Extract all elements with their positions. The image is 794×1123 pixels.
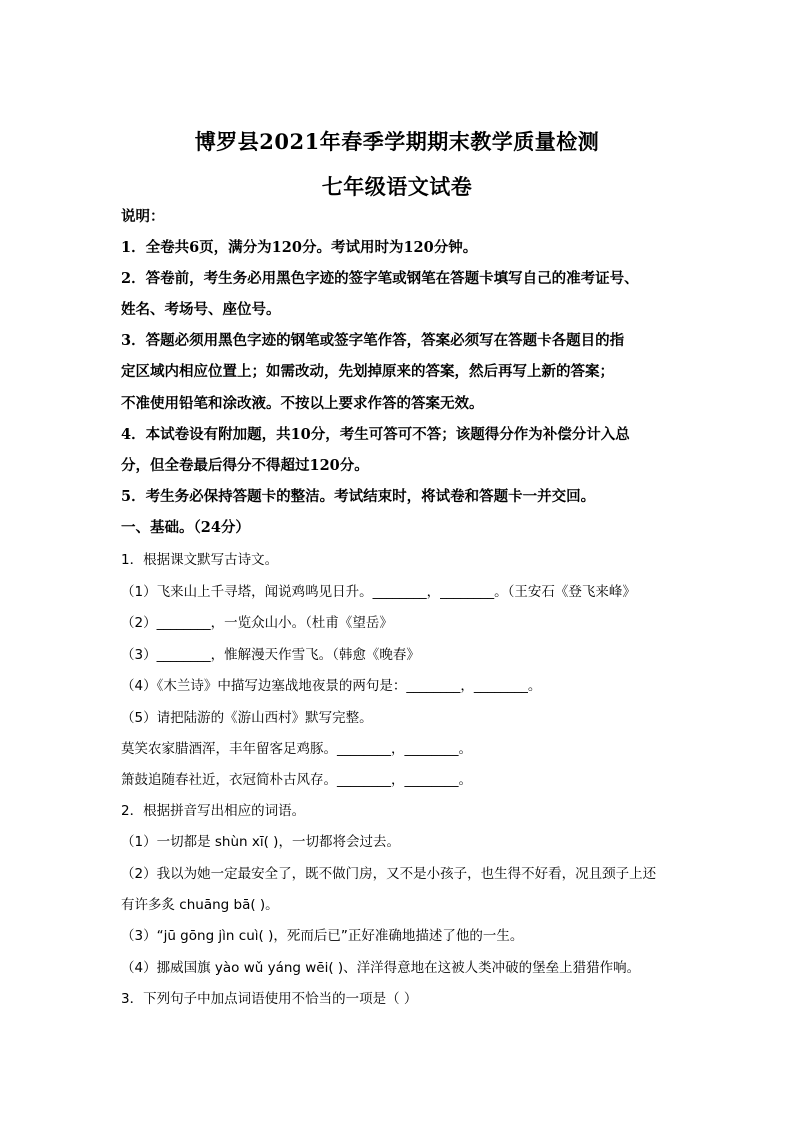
question-2-part: （3）“jū gōng jìn cuì( )，死而后已”正好准确地描述了他的一生。: [121, 928, 524, 944]
instruction-line: 4．本试卷设有附加题，共10分，考生可答可不答；该题得分作为补偿分计入总: [121, 426, 630, 443]
question-1-stem: 1．根据课文默写古诗文。: [121, 552, 279, 568]
section-heading: 一、基础。（24分）: [121, 519, 250, 536]
instruction-line: 不准使用铅笔和涂改液。不按以上要求作答的答案无效。: [121, 395, 484, 412]
instruction-line: 定区域内相应位置上；如需改动，先划掉原来的答案，然后再写上新的答案；: [121, 363, 614, 380]
exam-title: 博罗县2021年春季学期期末教学质量检测: [194, 129, 600, 154]
question-1-part: （5）请把陆游的《游山西村》默写完整。: [121, 710, 373, 726]
instruction-line: 5．考生务必保持答题卡的整洁。考试结束时，将试卷和答题卡一并交回。: [121, 488, 596, 505]
question-1-part: （2）________，一览众山小。（杜甫《望岳》: [121, 615, 393, 631]
question-2-part: （2）我以为她一定最安全了，既不做门房，又不是小孩子，也生得不好看，况且颈子上还: [121, 866, 657, 882]
question-3-stem: 3．下列句子中加点词语使用不恰当的一项是（ ）: [121, 991, 418, 1007]
instruction-line: 2．答卷前，考生务必用黑色字迹的签字笔或钢笔在答题卡填写自己的准考证号、: [121, 270, 639, 287]
question-1-part: 箫鼓追随春社近，衣冠简朴古风存。________，________。: [121, 772, 472, 788]
question-1-part: 莫笑农家腊酒浑，丰年留客足鸡豚。________，________。: [121, 741, 472, 757]
question-2-stem: 2．根据拼音写出相应的词语。: [121, 803, 306, 819]
instructions-heading: 说明：: [121, 208, 165, 225]
question-2-part: （1）一切都是 shùn xī( )，一切都将会过去。: [121, 834, 400, 850]
instruction-line: 姓名、考场号、座位号。: [121, 301, 281, 318]
question-1-part: （1）飞来山上千寻塔，闻说鸡鸣见日升。________，________。（王安石《登飞来峰》: [121, 584, 636, 600]
instruction-line: 分，但全卷最后得分不得超过120分。: [121, 457, 369, 474]
instruction-line: 1．全卷共6页，满分为120分。考试用时为120分钟。: [121, 239, 478, 256]
instruction-line: 3．答题必须用黑色字迹的钢笔或签字笔作答，答案必须写在答题卡各题目的指: [121, 332, 625, 349]
question-1-part: （3）________，惟解漫天作雪飞。（韩愈《晚春》: [121, 647, 420, 663]
question-1-part: （4）《木兰诗》中描写边塞战地夜景的两句是：________，________。: [121, 678, 542, 694]
question-2-part: （4）挪威国旗 yào wǔ yáng wēi( )、洋洋得意地在这被人类冲破的堡垒上猎猎作响。: [121, 960, 641, 976]
exam-subtitle: 七年级语文试卷: [321, 174, 473, 199]
question-2-part: 有许多炙 chuāng bā( )。: [121, 897, 279, 913]
